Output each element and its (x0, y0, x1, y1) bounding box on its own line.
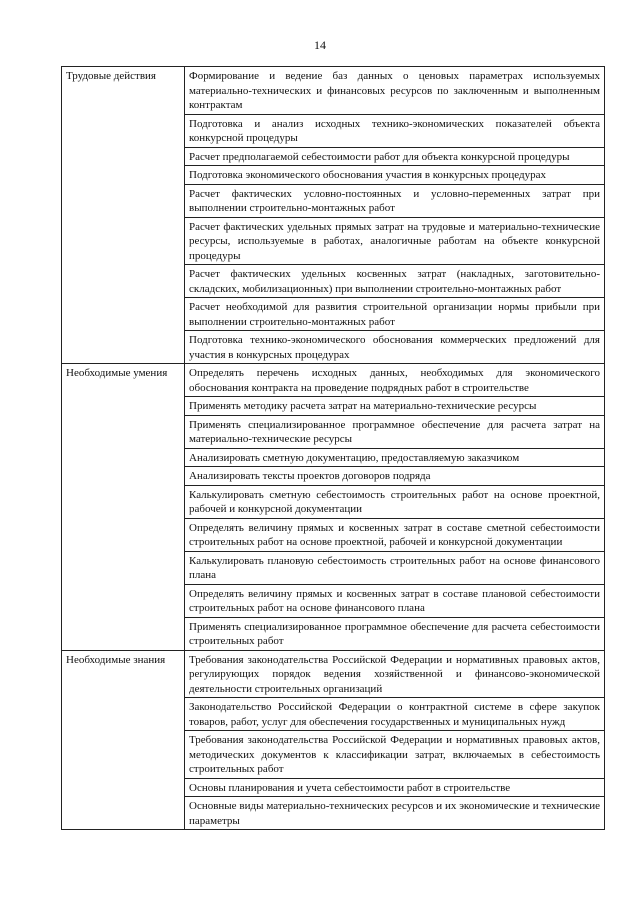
table-cell: Расчет фактических удельных косвенных затрат (накладных, заготовительно-складских, мобилизационных) при выполнении строительно-монтажных работ (185, 265, 605, 298)
table-cell: Анализировать тексты проектов договоров подряда (185, 467, 605, 486)
table-cell: Определять величину прямых и косвенных затрат в составе плановой себестоимости строительных работ на основе финансового плана (185, 584, 605, 617)
table-cell: Применять специализированное программное обеспечение для расчета себестоимости строительных работ (185, 617, 605, 650)
table-cell: Калькулировать сметную себестоимость строительных работ на основе проектной, рабочей и конкурсной документации (185, 485, 605, 518)
table-cell: Определять величину прямых и косвенных затрат в составе сметной себестоимости строительных работ на основе проектной, рабочей и конкурсной документации (185, 518, 605, 551)
table-cell: Определять перечень исходных данных, необходимых для экономического обоснования контракта на проведение подрядных работ в строительстве (185, 364, 605, 397)
table-row (62, 67, 605, 115)
table-cell: Подготовка экономического обоснования участия в конкурсных процедурах (185, 166, 605, 185)
table-cell: Анализировать сметную документацию, предоставляемую заказчиком (185, 448, 605, 467)
table-cell: Применять методику расчета затрат на материально-технические ресурсы (185, 397, 605, 416)
table-cell: Расчет фактических условно-постоянных и условно-переменных затрат при выполнении строительно-монтажных работ (185, 184, 605, 217)
table-cell: Расчет предполагаемой себестоимости работ для объекта конкурсной процедуры (185, 147, 605, 166)
table-row (62, 364, 605, 397)
required-skills-label: Необходимые умения (62, 364, 185, 651)
table-cell: Законодательство Российской Федерации о контрактной системе в сфере закупок товаров, работ, услуг для обеспечения государственных и муниципальных нужд (185, 698, 605, 731)
labor-actions-label: Трудовые действия (62, 67, 185, 364)
table-cell: Расчет фактических удельных прямых затрат на трудовые и материально-технические ресурсы, используемые в работах, аналогичные работам на объекте конкурсной процедуры (185, 217, 605, 265)
table-cell: Формирование и ведение баз данных о ценовых параметрах используемых материально-технических и финансовых ресурсов по заключенным и выполненным контрактам (185, 67, 605, 115)
table-row (62, 650, 605, 698)
table-cell: Расчет необходимой для развития строительной организации нормы прибыли при выполнении строительно-монтажных работ (185, 298, 605, 331)
requirements-table (61, 66, 605, 830)
table-cell: Калькулировать плановую себестоимость строительных работ на основе финансового плана (185, 551, 605, 584)
required-knowledge-label: Необходимые знания (62, 650, 185, 830)
table-cell: Подготовка технико-экономического обоснования коммерческих предложений для участия в конкурсных процедурах (185, 331, 605, 364)
table-cell: Основные виды материально-технических ресурсов и их экономические и технические параметры (185, 797, 605, 830)
page-number: 14 (314, 38, 326, 52)
table-cell: Требования законодательства Российской Федерации и нормативных правовых актов, регулирующих порядок ведения хозяйственной и финансово-экономической деятельности строительных организаций (185, 650, 605, 698)
table-cell: Требования законодательства Российской Федерации и нормативных правовых актов, методических документов к классификации затрат, включаемых в себестоимость строительных работ (185, 731, 605, 779)
table-cell: Подготовка и анализ исходных технико-экономических показателей объекта конкурсной процедуры (185, 114, 605, 147)
table-cell: Применять специализированное программное обеспечение для расчета затрат на материально-технические ресурсы (185, 415, 605, 448)
table-cell: Основы планирования и учета себестоимости работ в строительстве (185, 778, 605, 797)
